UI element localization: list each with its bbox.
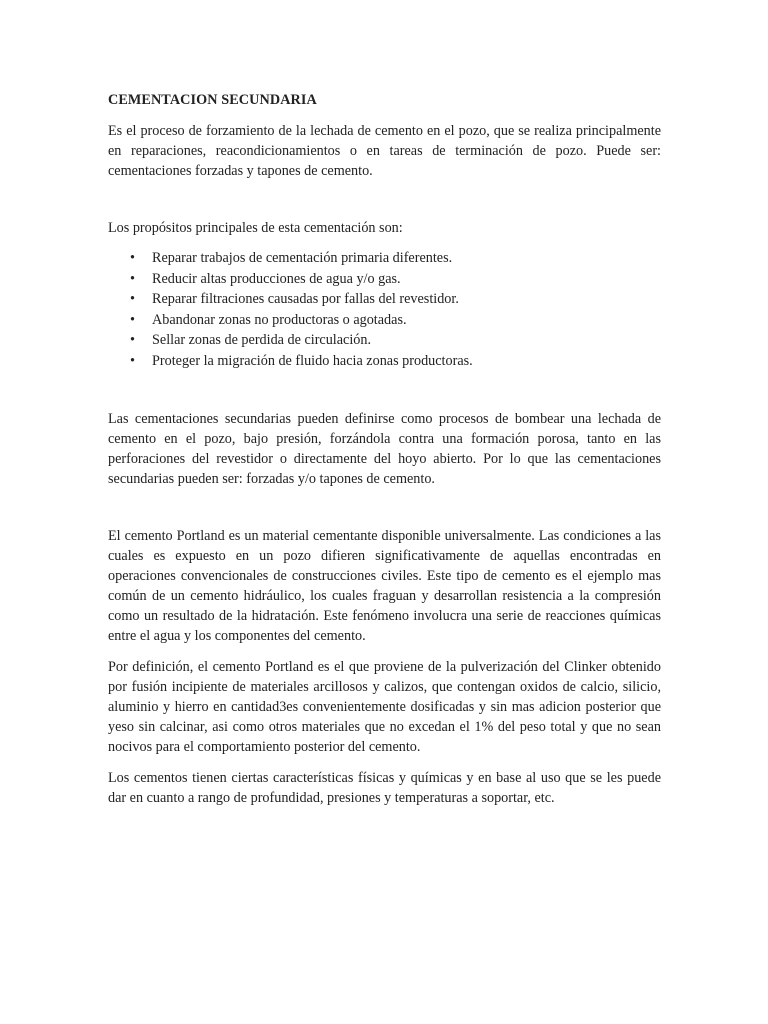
list-item-text: Reparar filtraciones causadas por fallas del revestidor. bbox=[152, 291, 459, 308]
document-title: CEMENTACION SECUNDARIA bbox=[108, 92, 317, 108]
characteristics-paragraph: Los cementos tienen ciertas características físicas y químicas y en base al uso que se les puede dar en cuanto a rango de profundidad, presiones y temperaturas a soportar, etc. bbox=[108, 769, 661, 806]
list-item bbox=[108, 289, 661, 310]
list-item bbox=[108, 330, 661, 351]
portland-paragraph: El cemento Portland es un material cementante disponible universalmente. Las condiciones a las cuales es expuesto en un pozo difieren significativamente de aquellas encontradas en operaciones convencionales de construcciones civiles. Este tipo de cemento es el ejemplo mas común de un cemento hidráulico, los cuales fraguan y desarrollan resistencia a la compresión como un resultado de la hidratación. Este fenómeno involucra una serie de reacciones químicas entre el agua y los componentes del cemento. bbox=[108, 527, 661, 644]
list-item-text: Reparar trabajos de cementación primaria diferentes. bbox=[152, 250, 453, 266]
list-item bbox=[108, 269, 661, 290]
purposes-lead-paragraph: Los propósitos principales de esta cementación son: bbox=[108, 220, 403, 236]
bullet-icon: • bbox=[130, 250, 135, 266]
list-item bbox=[108, 248, 661, 269]
bullet-icon: • bbox=[130, 352, 135, 369]
bullet-icon: • bbox=[130, 270, 135, 287]
list-item bbox=[108, 310, 661, 331]
list-item-text: Sellar zonas de perdida de circulación. bbox=[152, 332, 372, 349]
list-item-text: Reducir altas producciones de agua y/o gas. bbox=[152, 270, 401, 287]
definition-paragraph: Las cementaciones secundarias pueden definirse como procesos de bombear una lechada de cemento en el pozo, bajo presión, forzándola contra una formación porosa, tanto en las perforaciones del revestidor o directamente del hoyo abierto. Por lo que las cementaciones secundarias pueden ser: forzadas y/o tapones de cemento. bbox=[108, 410, 661, 487]
intro-paragraph: Es el proceso de forzamiento de la lechada de cemento en el pozo, que se realiza principalmente en reparaciones, reacondicionamientos o en tareas de terminación de pozo. Puede ser: cementaciones forzadas y tapones de cemento. bbox=[108, 123, 661, 179]
bullet-icon: • bbox=[130, 332, 135, 349]
bullet-icon: • bbox=[130, 291, 135, 308]
document-body bbox=[108, 90, 661, 808]
bullet-icon: • bbox=[130, 311, 135, 328]
portland-definition-paragraph: Por definición, el cemento Portland es el que proviene de la pulverización del Clinker obtenido por fusión incipiente de materiales arcillosos y calizos, que contengan oxidos de calcio, silicio, aluminio y hierro en cantidad3es convenientemente dosificadas y sin mas adicion posterior que yeso sin calcinar, asi como otros materiales que no excedan el 1% del peso total y que no sean nocivos para el comportamiento posterior del cemento. bbox=[108, 658, 661, 755]
list-item-text: Proteger la migración de fluido hacia zonas productoras. bbox=[152, 352, 473, 369]
purposes-list bbox=[108, 248, 661, 372]
list-item bbox=[108, 351, 661, 372]
list-item-text: Abandonar zonas no productoras o agotadas. bbox=[152, 311, 407, 328]
